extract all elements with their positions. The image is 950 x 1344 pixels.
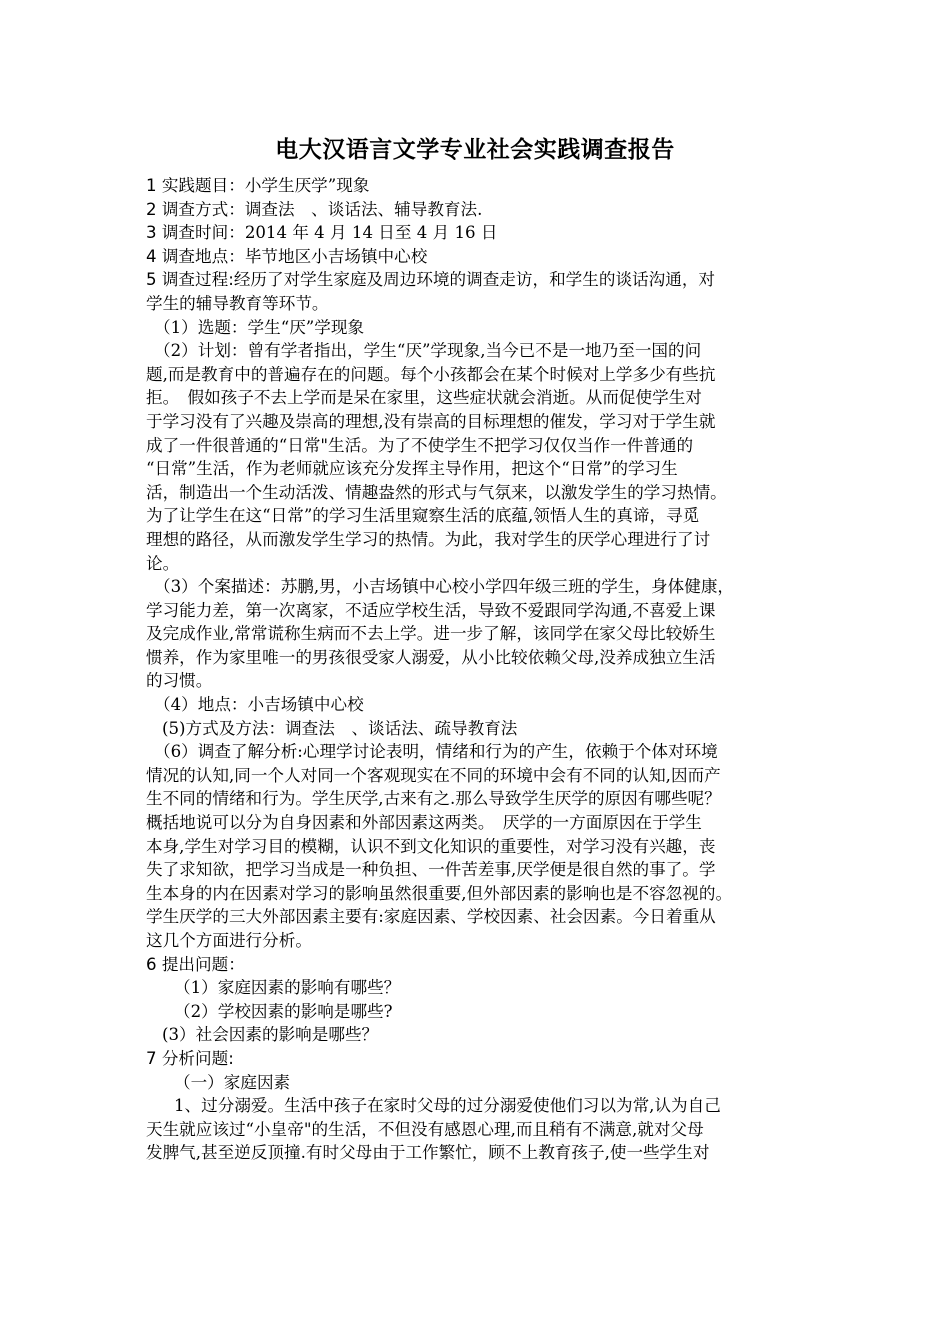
- topic-line: [146, 174, 814, 198]
- place-label: 4 调查地点：: [146, 246, 245, 266]
- paragraph-line: 论。: [146, 553, 180, 573]
- document-body: [146, 174, 814, 1165]
- paragraph-line: 理想的路径，从而激发学生学习的热情。为此，我对学生的厌学心理进行了讨: [146, 529, 711, 549]
- process-value: 经历了对学生家庭及周边环境的调查走访，和学生的谈话沟通，对: [233, 270, 716, 290]
- paragraph-line: 情况的认知,同一个人对同一个客观现实在不同的环境中会有不同的认知,因而产: [146, 765, 721, 785]
- method-value: 调查法 、谈话法、辅导教育法.: [244, 199, 483, 219]
- paragraph-line: 学习能力差，第一次离家，不适应学校生活，导致不爱跟同学沟通,不喜爱上课: [146, 600, 716, 620]
- paragraph-line: （2）计划：曾有学者指出，学生“厌”学现象,当今已不是一地乃至一国的问: [154, 341, 702, 361]
- paragraph-line: 学生厌学的三大外部因素主要有:家庭因素、学校因素、社会因素。今日着重从: [146, 907, 716, 927]
- paragraph-line: 拒。 假如孩子不去上学而是呆在家里，这些症状就会消逝。从而促使学生对: [146, 388, 702, 408]
- place-value: 毕节地区小吉场镇中心校: [244, 246, 428, 266]
- paragraph-line: 概括地说可以分为自身因素和外部因素这两类。 厌学的一方面原因在于学生: [146, 813, 702, 833]
- paragraph-line: 失了求知欲，把学习当成是一种负担、一件苦差事,厌学便是很自然的事了。学: [146, 860, 716, 880]
- paragraph-line: （1）选题：学生“厌”学现象: [154, 317, 365, 337]
- paragraph-line: “日常”生活，作为老师就应该充分发挥主导作用，把这个“日常”的学习生: [146, 459, 678, 479]
- paragraph-line: (5)方式及方法：调查法 、谈话法、疏导教育法: [162, 718, 518, 738]
- question-item: (3）社会因素的影响是哪些？: [162, 1025, 379, 1045]
- paragraph-line: 本身,学生对学习目的模糊，认识不到文化知识的重要性，对学习没有兴趣，丧: [146, 836, 716, 856]
- section7-heading: 7 分析问题:: [146, 1048, 234, 1068]
- method-label: 2 调查方式：: [146, 199, 245, 219]
- paragraph-line: 1、过分溺爱。生活中孩子在家时父母的过分溺爱使他们习以为常,认为自己: [174, 1096, 721, 1116]
- topic-label: 1 实践题目：: [146, 176, 245, 195]
- document-title: 电大汉语言文学专业社会实践调查报告: [275, 137, 675, 163]
- time-label: 3 调查时间：: [146, 223, 245, 243]
- question-item: （2）学校因素的影响是哪些?: [174, 1001, 393, 1021]
- paragraph-line: 学生的辅导教育等环节。: [146, 293, 329, 313]
- paragraph-line: 这几个方面进行分析。: [146, 931, 312, 950]
- method-line: [146, 198, 814, 222]
- paragraph-line: 生本身的内在因素对学习的影响虽然很重要,但外部因素的影响也是不容忽视的。: [146, 883, 733, 903]
- paragraph-line: 天生就应该过“小皇帝"的生活，不但没有感恩心理,而且稍有不满意,就对父母: [146, 1119, 704, 1139]
- paragraph-line: 及完成作业,常常谎称生病而不去上学。进一步了解，该同学在家父母比较娇生: [146, 624, 716, 644]
- paragraph-line: （4）地点：小吉场镇中心校: [154, 695, 364, 715]
- paragraph-line: （6）调查了解分析:心理学讨论表明，情绪和行为的产生，依赖于个体对环境: [154, 742, 718, 762]
- paragraph-line: 的习惯。: [146, 671, 213, 691]
- question-item: （1）家庭因素的影响有哪些？: [174, 978, 401, 998]
- process-line: [146, 268, 814, 292]
- paragraph-line: 惯养，作为家里唯一的男孩很受家人溺爱，从小比较依赖父母,没养成独立生活: [146, 647, 716, 667]
- process-label: 5 调查过程:: [146, 270, 234, 290]
- place-line: [146, 245, 814, 269]
- paragraph-line: （3）个案描述：苏鹏,男，小吉场镇中心校小学四年级三班的学生，身体健康，: [154, 577, 735, 597]
- paragraph-line: 于学习没有了兴趣及崇高的理想,没有崇高的目标理想的催发，学习对于学生就: [146, 411, 716, 431]
- paragraph-line: 生不同的情绪和行为。学生厌学,古来有之.那么导致学生厌学的原因有哪些呢？: [146, 789, 721, 809]
- time-line: [146, 221, 814, 245]
- paragraph-line: 题,而是教育中的普遍存在的问题。每个小孩都会在某个时候对上学多少有些抗: [146, 364, 716, 384]
- paragraph-line: 为了让学生在这“日常”的学习生活里窥察生活的底蕴,领悟人生的真谛，寻觅: [146, 506, 700, 526]
- paragraph-line: 发脾气,甚至逆反顶撞.有时父母由于工作繁忙，顾不上教育孩子,使一些学生对: [146, 1143, 710, 1163]
- paragraph-line: 成了一件很普通的“日常"生活。为了不使学生不把学习仅仅当作一件普通的: [146, 435, 694, 455]
- paragraph-line: 活，制造出一个生动活泼、情趣盎然的形式与气氛来，以激发学生的学习热情。: [146, 482, 727, 502]
- section6-heading: 6 提出问题：: [146, 954, 245, 974]
- section7-subheading: （一）家庭因素: [174, 1072, 291, 1092]
- topic-value: 小学生厌学”现象: [244, 176, 370, 195]
- time-value: 2014 年 4 月 14 日至 4 月 16 日: [244, 223, 498, 243]
